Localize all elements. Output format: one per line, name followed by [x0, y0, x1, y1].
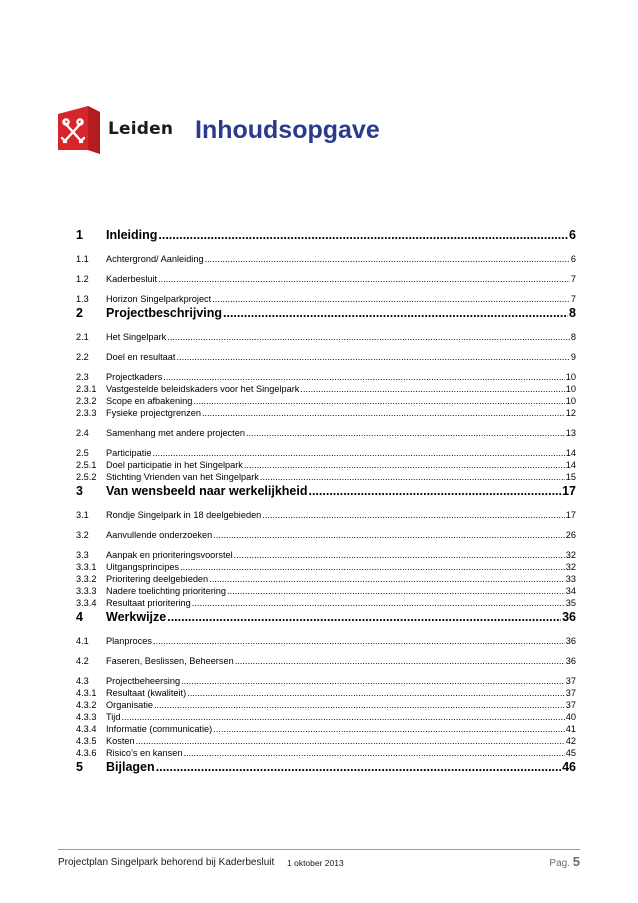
toc-entry-title: Prioritering deelgebieden	[106, 574, 209, 584]
toc-entry[interactable]	[76, 550, 576, 562]
toc-entry[interactable]	[76, 448, 576, 460]
toc-leader-dots	[260, 472, 565, 482]
footer-page-number	[549, 854, 580, 869]
toc-entry-title: Tijd	[106, 712, 121, 722]
toc-entry-page: 32	[565, 562, 576, 572]
toc-entry-number: 3.3	[76, 550, 89, 560]
toc-entry-page: 42	[565, 736, 576, 746]
toc-entry-page: 35	[565, 598, 576, 608]
toc-leader-dots	[152, 448, 564, 458]
toc-entry[interactable]	[76, 530, 576, 542]
toc-entry-title: Aanvullende onderzoeken	[106, 530, 213, 540]
toc-leader-dots	[187, 688, 565, 698]
toc-leader-dots	[181, 676, 565, 686]
toc-entry-title: Informatie (communicatie)	[106, 724, 213, 734]
toc-entry-number: 4.2	[76, 656, 89, 666]
toc-leader-dots	[212, 294, 570, 304]
toc-entry-title: Nadere toelichting prioritering	[106, 586, 227, 596]
toc-entry-title: Werkwijze	[106, 610, 167, 624]
toc-entry[interactable]	[76, 510, 576, 522]
toc-entry-number: 4.3.6	[76, 748, 97, 758]
page-title: Inhoudsopgave	[195, 116, 380, 144]
toc-entry-page: 9	[570, 352, 576, 362]
toc-leader-dots	[300, 384, 564, 394]
toc-entry[interactable]	[76, 384, 576, 396]
toc-entry[interactable]	[76, 372, 576, 384]
toc-entry-title: Kosten	[106, 736, 135, 746]
toc-entry-number: 3	[76, 484, 83, 498]
toc-leader-dots	[180, 562, 565, 572]
toc-entry-page: 13	[565, 428, 576, 438]
toc-entry-number: 5	[76, 760, 83, 774]
toc-entry[interactable]	[76, 688, 576, 700]
toc-leader-dots	[308, 484, 561, 498]
toc-entry-number: 4.1	[76, 636, 89, 646]
toc-entry-title: Bijlagen	[106, 760, 155, 774]
toc-leader-dots	[183, 748, 564, 758]
footer-page-value: 5	[572, 854, 580, 869]
toc-entry[interactable]	[76, 408, 576, 420]
toc-entry[interactable]	[76, 294, 576, 306]
toc-leader-dots	[202, 408, 565, 418]
toc-entry-title: Organisatie	[106, 700, 153, 710]
toc-leader-dots	[154, 700, 565, 710]
toc-entry-number: 1	[76, 228, 83, 242]
toc-entry[interactable]	[76, 228, 576, 250]
toc-entry-page: 15	[565, 472, 576, 482]
toc-leader-dots	[167, 610, 561, 624]
toc-leader-dots	[158, 274, 570, 284]
toc-entry[interactable]	[76, 656, 576, 668]
toc-entry-page: 6	[569, 228, 576, 242]
leiden-keys-emblem-icon	[58, 106, 102, 154]
toc-entry-page: 34	[565, 586, 576, 596]
toc-entry-page: 36	[565, 636, 576, 646]
toc-entry-number: 4.3.3	[76, 712, 97, 722]
toc-entry-title: Projectbeheersing	[106, 676, 181, 686]
toc-leader-dots	[163, 372, 565, 382]
toc-entry-title: Van wensbeeld naar werkelijkheid	[106, 484, 308, 498]
toc-entry[interactable]	[76, 306, 576, 328]
toc-entry-page: 36	[565, 656, 576, 666]
toc-entry-page: 7	[570, 274, 576, 284]
footer-divider	[58, 849, 580, 850]
toc-entry-page: 6	[570, 254, 576, 264]
toc-leader-dots	[156, 760, 561, 774]
toc-entry-number: 4.3.4	[76, 724, 97, 734]
toc-entry[interactable]	[76, 712, 576, 724]
toc-entry[interactable]	[76, 460, 576, 472]
toc-leader-dots	[136, 736, 565, 746]
toc-entry-title: Samenhang met andere projecten	[106, 428, 245, 438]
toc-entry-page: 40	[565, 712, 576, 722]
toc-entry-title: Faseren, Beslissen, Beheersen	[106, 656, 234, 666]
toc-entry[interactable]	[76, 428, 576, 440]
toc-entry-page: 17	[562, 484, 576, 498]
toc-entry[interactable]	[76, 396, 576, 408]
toc-entry-title: Fysieke projectgrenzen	[106, 408, 201, 418]
toc-entry-title: Stichting Vrienden van het Singelpark	[106, 472, 259, 482]
toc-leader-dots	[246, 428, 565, 438]
toc-entry-page: 26	[565, 530, 576, 540]
footer-page-label: Pag.	[549, 858, 570, 869]
toc-entry-number: 4	[76, 610, 83, 624]
toc-entry[interactable]	[76, 352, 576, 364]
toc-entry[interactable]	[76, 586, 576, 598]
toc-entry-number: 1.2	[76, 274, 89, 284]
toc-entry-number: 4.3.2	[76, 700, 97, 710]
toc-entry-number: 2.1	[76, 332, 89, 342]
toc-entry[interactable]	[76, 574, 576, 586]
toc-entry[interactable]	[76, 598, 576, 610]
toc-entry-number: 3.1	[76, 510, 89, 520]
toc-entry-title: Planproces	[106, 636, 152, 646]
toc-entry-page: 37	[565, 700, 576, 710]
toc-entry[interactable]	[76, 484, 576, 506]
toc-entry[interactable]	[76, 676, 576, 688]
toc-leader-dots	[213, 530, 565, 540]
toc-entry[interactable]	[76, 562, 576, 574]
toc-entry-page: 14	[565, 448, 576, 458]
toc-entry-page: 10	[565, 384, 576, 394]
toc-entry-title: Inleiding	[106, 228, 158, 242]
toc-entry-title: Vastgestelde beleidskaders voor het Singelpark	[106, 384, 300, 394]
toc-leader-dots	[262, 510, 564, 520]
toc-entry-page: 10	[565, 396, 576, 406]
toc-leader-dots	[213, 724, 565, 734]
toc-entry-title: Projectbeschrijving	[106, 306, 223, 320]
toc-entry-page: 37	[565, 676, 576, 686]
table-of-contents	[76, 228, 576, 782]
toc-entry-title: Projectkaders	[106, 372, 163, 382]
toc-entry[interactable]	[76, 736, 576, 748]
toc-entry[interactable]	[76, 724, 576, 736]
toc-entry-number: 3.3.1	[76, 562, 97, 572]
toc-entry[interactable]	[76, 700, 576, 712]
toc-entry-title: Participatie	[106, 448, 152, 458]
toc-entry-title: Scope en afbakening	[106, 396, 193, 406]
toc-leader-dots	[158, 228, 568, 242]
toc-entry-number: 2.2	[76, 352, 89, 362]
toc-leader-dots	[205, 254, 570, 264]
toc-entry-number: 2.3	[76, 372, 89, 382]
toc-entry-page: 46	[562, 760, 576, 774]
toc-entry-page: 8	[570, 332, 576, 342]
toc-entry[interactable]	[76, 748, 576, 760]
toc-entry-title: Doel en resultaat	[106, 352, 176, 362]
toc-leader-dots	[244, 460, 565, 470]
toc-entry-page: 45	[565, 748, 576, 758]
toc-entry-number: 4.3.5	[76, 736, 97, 746]
toc-entry-title: Doel participatie in het Singelpark	[106, 460, 243, 470]
toc-entry-title: Resultaat prioritering	[106, 598, 191, 608]
toc-entry[interactable]	[76, 636, 576, 648]
toc-entry-number: 2.3.3	[76, 408, 97, 418]
toc-entry-number: 4.3	[76, 676, 89, 686]
toc-leader-dots	[235, 656, 565, 666]
footer-document-title: Projectplan Singelpark behorend bij Kaderbesluit	[58, 857, 275, 868]
toc-leader-dots	[192, 598, 565, 608]
toc-entry-title: Resultaat (kwaliteit)	[106, 688, 187, 698]
toc-entry-number: 2.5	[76, 448, 89, 458]
toc-entry[interactable]	[76, 610, 576, 632]
toc-entry-page: 10	[565, 372, 576, 382]
toc-leader-dots	[121, 712, 564, 722]
footer-date: 1 oktober 2013	[287, 858, 344, 868]
toc-entry-number: 3.2	[76, 530, 89, 540]
toc-entry[interactable]	[76, 254, 576, 266]
toc-entry-page: 7	[570, 294, 576, 304]
toc-leader-dots	[153, 636, 565, 646]
toc-entry-number: 2.3.2	[76, 396, 97, 406]
toc-entry-number: 1.3	[76, 294, 89, 304]
toc-entry[interactable]	[76, 332, 576, 344]
toc-entry-page: 14	[565, 460, 576, 470]
toc-entry[interactable]	[76, 274, 576, 286]
toc-entry-number: 2.3.1	[76, 384, 97, 394]
toc-entry-page: 17	[565, 510, 576, 520]
leiden-logo	[58, 106, 174, 154]
toc-entry-title: Kaderbesluit	[106, 274, 158, 284]
toc-entry-number: 4.3.1	[76, 688, 97, 698]
toc-leader-dots	[193, 396, 564, 406]
toc-entry-number: 2	[76, 306, 83, 320]
toc-entry-number: 3.3.2	[76, 574, 97, 584]
toc-leader-dots	[223, 306, 568, 320]
toc-entry-title: Aanpak en prioriteringsvoorstel	[106, 550, 233, 560]
toc-leader-dots	[209, 574, 565, 584]
toc-entry-title: Horizon Singelparkproject	[106, 294, 212, 304]
toc-entry-title: Het Singelpark	[106, 332, 167, 342]
toc-entry-page: 8	[569, 306, 576, 320]
toc-entry-number: 3.3.3	[76, 586, 97, 596]
toc-entry-title: Rondje Singelpark in 18 deelgebieden	[106, 510, 262, 520]
toc-entry-number: 1.1	[76, 254, 89, 264]
toc-leader-dots	[227, 586, 565, 596]
toc-entry-page: 36	[562, 610, 576, 624]
toc-leader-dots	[176, 352, 569, 362]
toc-leader-dots	[167, 332, 570, 342]
toc-entry-page: 41	[565, 724, 576, 734]
toc-entry-page: 32	[565, 550, 576, 560]
toc-entry-number: 3.3.4	[76, 598, 97, 608]
toc-entry-number: 2.5.2	[76, 472, 97, 482]
toc-entry-title: Uitgangsprincipes	[106, 562, 180, 572]
toc-entry-number: 2.4	[76, 428, 89, 438]
toc-entry-title: Achtergrond/ Aanleiding	[106, 254, 204, 264]
toc-leader-dots	[234, 550, 565, 560]
toc-entry[interactable]	[76, 760, 576, 782]
logo-text: Leiden	[108, 119, 174, 139]
toc-entry-number: 2.5.1	[76, 460, 97, 470]
toc-entry-page: 37	[565, 688, 576, 698]
toc-entry[interactable]	[76, 472, 576, 484]
toc-entry-page: 33	[565, 574, 576, 584]
toc-entry-page: 12	[565, 408, 576, 418]
toc-entry-title: Risico’s en kansen	[106, 748, 183, 758]
